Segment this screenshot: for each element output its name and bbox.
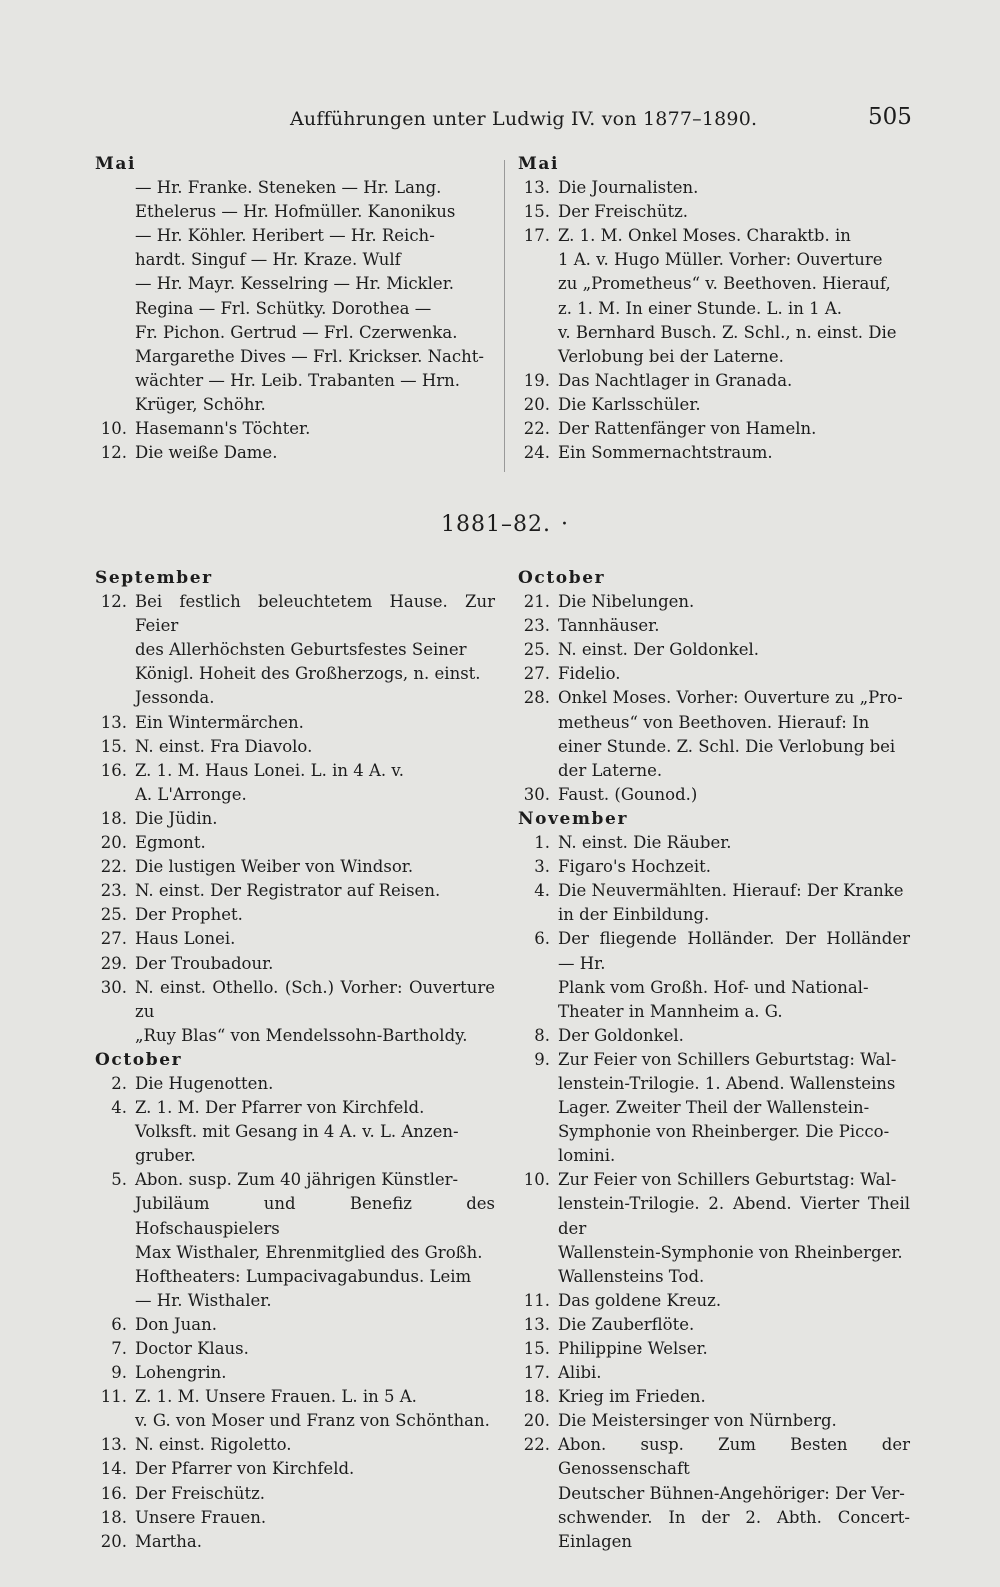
entry-text [558,369,910,393]
entry-text [135,1457,495,1481]
page-header [0,104,1000,138]
entry-line: lenstein-Trilogie. 2. Abend. Vierter Theil der [558,1194,910,1238]
entry-line: Hasemann's Töchter. [135,419,311,439]
entry-day: 20. [523,394,550,414]
entry-day: 1. [534,833,550,853]
entry-text [135,927,495,951]
entry-day: 13. [523,1314,550,1334]
entry-text [558,879,910,927]
continuation-line: — Hr. Mayr. Kesselring — Hr. Mickler. [135,274,455,294]
performance-entry [95,1385,495,1433]
entry-day: 15. [523,202,550,222]
entry-text [558,638,910,662]
entry-text [558,1048,910,1168]
entry-line: z. 1. M. In einer Stunde. L. in 1 A. [558,298,843,318]
top-right-column [518,152,910,465]
performance-entry [518,879,910,927]
entry-line: Der Freischütz. [558,202,689,222]
entry-day: 23. [523,616,550,636]
entry-line: Das Nachtlager in Granada. [558,370,793,390]
performance-entry [518,1361,910,1385]
entry-line: Die weiße Dame. [135,443,278,463]
entry-line: Figaro's Hochzeit. [558,857,711,877]
performance-entry [518,927,910,1023]
continuation-line: Fr. Pichon. Gertrud — Frl. Czerwenka. [135,322,458,342]
entry-text [558,855,910,879]
entry-text [558,224,910,369]
entry-line: Krieg im Frieden. [558,1387,706,1407]
entry-text [135,1072,495,1096]
entry-day: 4. [111,1098,127,1118]
entry-line: Die Karlsschüler. [558,394,701,414]
entry-day: 17. [523,226,550,246]
performance-entry [95,711,495,735]
entry-line: Unsere Frauen. [135,1507,267,1527]
entry-day: 12. [100,443,127,463]
entry-day: 22. [100,857,127,877]
entry-line: Zur Feier von Schillers Geburtstag: Wal- [558,1049,897,1069]
season-label: 1881–82. [441,512,551,537]
entry-line: N. einst. Die Räuber. [558,833,732,853]
entry-line: „Ruy Blas“ von Mendelssohn-Bartholdy. [135,1025,468,1045]
entry-text [135,1168,495,1313]
entry-day: 19. [523,370,550,390]
entry-day: 18. [100,1507,127,1527]
performance-entry [95,1530,495,1554]
performance-entry [95,759,495,807]
performance-entry [518,224,910,369]
performance-entry [95,1096,495,1168]
entry-line: v. G. von Moser und Franz von Schönthan. [135,1411,490,1431]
entry-day: 28. [523,688,550,708]
performance-entry [95,1313,495,1337]
entry-line: Lohengrin. [135,1363,227,1383]
performance-entry [518,393,910,417]
performance-entry [95,1433,495,1457]
performance-entry [95,590,495,710]
entry-line: Tannhäuser. [558,616,660,636]
entry-day: 24. [523,443,550,463]
entry-line: A. L'Arronge. [135,784,247,804]
entry-text [135,1433,495,1457]
entry-text [135,1096,495,1168]
entry-line: Onkel Moses. Vorher: Ouverture zu „Pro- [558,688,903,708]
performance-entry [518,417,910,441]
entry-line: Fidelio. [558,664,621,684]
entry-text [558,200,910,224]
entry-text [558,417,910,441]
entry-text [558,783,910,807]
entry-text [558,927,910,1023]
performance-entry [518,200,910,224]
entry-line: N. einst. Othello. (Sch.) Vorher: Ouverture zu [135,977,495,1021]
continuation-line: Regina — Frl. Schütky. Dorothea — [135,298,432,318]
performance-entry [95,1506,495,1530]
entry-line: Der Freischütz. [135,1483,266,1503]
entry-line: Theater in Mannheim a. G. [558,1001,783,1021]
performance-entry [518,686,910,782]
entry-day: 14. [100,1459,127,1479]
entry-text [558,1313,910,1337]
bottom-right-column [518,566,910,1554]
entry-text [135,759,495,807]
performance-entry [95,831,495,855]
performance-entry [518,1337,910,1361]
performance-entry [95,879,495,903]
entry-line: einer Stunde. Z. Schl. Die Verlobung bei [558,736,896,756]
performance-entry [95,903,495,927]
entry-line: zu „Prometheus“ v. Beethoven. Hierauf, [558,274,891,294]
entry-line: Martha. [135,1531,202,1551]
entry-line: Max Wisthaler, Ehrenmitglied des Großh. [135,1242,483,1262]
entry-text [135,879,495,903]
entry-day: 17. [523,1363,550,1383]
entry-text [135,1313,495,1337]
entry-day: 7. [111,1339,127,1358]
entry-text [558,441,910,465]
entry-day: 11. [523,1290,550,1310]
month-heading: September [95,568,213,588]
entry-day: 23. [100,881,127,901]
performance-entry [518,1289,910,1313]
performance-entry [95,927,495,951]
entry-line: Symphonie von Rheinberger. Die Picco- [558,1122,890,1142]
entry-text [135,831,495,855]
entry-day: 13. [523,178,550,198]
performance-entry [95,952,495,976]
entry-line: Abon. susp. Zum Besten der Genossenschaft [558,1435,910,1479]
performance-entry [95,1337,495,1361]
entry-line: der Laterne. [558,760,663,780]
entry-text [558,686,910,782]
entry-line: Don Juan. [135,1314,217,1334]
entry-line: — Hr. Wisthaler. [135,1290,272,1310]
entry-line: Die Neuvermählten. Hierauf: Der Kranke [558,881,904,901]
entry-line: Die Hugenotten. [135,1073,274,1093]
entry-day: 29. [100,953,127,973]
entry-line: schwender. In der 2. Abth. Concert-Einlagen [558,1507,910,1551]
entry-text [135,1385,495,1433]
month-heading: October [518,568,606,588]
entry-line: Lager. Zweiter Theil der Wallenstein- [558,1098,870,1118]
entry-text [135,711,495,735]
entry-text [135,441,495,465]
entry-line: Die Meistersinger von Nürnberg. [558,1411,837,1431]
entry-text [558,590,910,614]
entry-day: 5. [111,1170,127,1190]
performance-entry [95,1457,495,1481]
entry-line: Der Rattenfänger von Hameln. [558,419,817,439]
entry-line: v. Bernhard Busch. Z. Schl., n. einst. Die [558,322,897,342]
entry-day: 6. [111,1314,127,1334]
entry-line: lenstein-Trilogie. 1. Abend. Wallensteins [558,1073,896,1093]
entry-line: 1 A. v. Hugo Müller. Vorher: Ouverture [558,250,883,270]
entry-line: N. einst. Fra Diavolo. [135,736,313,756]
entry-text [558,614,910,638]
entry-day: 15. [100,736,127,756]
performance-entry [518,369,910,393]
performance-entry [95,807,495,831]
entry-text [558,176,910,200]
entry-line: Jessonda. [135,688,215,708]
entry-day: 10. [100,419,127,439]
entry-line: des Allerhöchsten Geburtsfestes Seiner [135,640,467,660]
entry-text [558,1337,910,1361]
performance-entry [518,1313,910,1337]
entry-line: Das goldene Kreuz. [558,1290,722,1310]
entry-text [135,1530,495,1554]
entry-line: in der Einbildung. [558,905,710,925]
performance-entry [518,1409,910,1433]
season-mark: · [560,512,569,537]
entry-line: Der Troubadour. [135,953,274,973]
performance-entry [95,855,495,879]
performance-entry [518,1433,910,1553]
month-heading: Mai [518,154,560,174]
entry-day: 9. [111,1363,127,1383]
entry-day: 16. [100,760,127,780]
entry-line: Haus Lonei. [135,929,236,949]
entry-line: Wallensteins Tod. [558,1266,705,1286]
entry-line: N. einst. Der Goldonkel. [558,640,760,660]
entry-day: 10. [523,1170,550,1190]
entry-text [558,662,910,686]
entry-day: 18. [100,808,127,828]
performance-entry [518,638,910,662]
entry-day: 6. [534,929,550,949]
performance-entry [518,855,910,879]
performance-entry [95,976,495,1048]
performance-entry [95,735,495,759]
entry-line: Alibi. [558,1363,602,1383]
continuation-line: hardt. Singuf — Hr. Kraze. Wulf [135,250,401,270]
entry-line: Zur Feier von Schillers Geburtstag: Wal- [558,1170,897,1190]
performance-entry [95,441,495,465]
entry-line: Die Jüdin. [135,808,218,828]
top-left-column [95,152,495,465]
month-heading: October [95,1049,183,1070]
performance-entry [95,1482,495,1506]
entry-text [135,1337,495,1361]
entry-day: 12. [100,592,127,612]
entry-text [558,1168,910,1288]
entry-line: Die Nibelungen. [558,592,695,612]
entry-day: 11. [100,1387,127,1407]
entry-line: Der fliegende Holländer. Der Holländer — Hr. [558,929,910,973]
entry-line: Die Zauberflöte. [558,1314,695,1334]
entry-day: 9. [534,1049,550,1069]
entry-day: 3. [534,857,550,877]
entry-text [558,1433,910,1553]
entry-text [135,807,495,831]
performance-entry [518,441,910,465]
entry-text [135,1361,495,1385]
entry-text [135,1482,495,1506]
month-heading: Mai [95,154,137,174]
performance-entry [518,614,910,638]
entry-day: 20. [100,1531,127,1551]
entry-line: Die lustigen Weiber von Windsor. [135,857,414,877]
entry-day: 27. [100,929,127,949]
entry-line: Bei festlich beleuchtetem Hause. Zur Feier [135,592,495,636]
entry-day: 13. [100,712,127,732]
entry-line: gruber. [135,1146,196,1166]
running-title: Aufführungen unter Ludwig IV. von 1877–1890. [290,108,758,130]
performance-entry [518,1024,910,1048]
entry-text [558,1361,910,1385]
page-number: 505 [868,104,912,130]
performance-entry [518,176,910,200]
entry-day: 8. [534,1025,550,1045]
entry-text [558,1024,910,1048]
column-divider [504,160,505,472]
performance-entry [95,417,495,441]
entry-day: 20. [100,833,127,853]
entry-day: 20. [523,1411,550,1431]
performance-entry [95,1168,495,1313]
entry-day: 2. [111,1073,127,1093]
entry-line: Wallenstein-Symphonie von Rheinberger. [558,1242,903,1262]
entry-line: Philippine Welser. [558,1339,708,1358]
entry-day: 16. [100,1483,127,1503]
entry-day: 30. [100,977,127,997]
continuation-line: Ethelerus — Hr. Hofmüller. Kanonikus [135,202,456,222]
entry-text [135,1506,495,1530]
entry-line: Z. 1. M. Der Pfarrer von Kirchfeld. [135,1098,425,1118]
entry-line: N. einst. Rigoletto. [135,1435,292,1455]
continuation-line: wächter — Hr. Leib. Trabanten — Hrn. [135,370,461,390]
entry-line: metheus“ von Beethoven. Hierauf: In [558,712,870,732]
performance-entry [518,1168,910,1288]
entry-line: Der Goldonkel. [558,1025,684,1045]
entry-line: Ein Wintermärchen. [135,712,304,732]
entry-text [558,1385,910,1409]
performance-entry [518,783,910,807]
entry-line: Egmont. [135,833,206,853]
entry-line: N. einst. Der Registrator auf Reisen. [135,881,441,901]
entry-line: Der Prophet. [135,905,243,925]
entry-line: Doctor Klaus. [135,1339,249,1358]
entry-day: 4. [534,881,550,901]
entry-line: lomini. [558,1146,616,1166]
entry-day: 22. [523,419,550,439]
entry-day: 25. [523,640,550,660]
entry-text [135,417,495,441]
entry-line: Königl. Hoheit des Großherzogs, n. einst. [135,664,481,684]
entry-line: Ein Sommernachtstraum. [558,443,773,463]
continuation-line: Margarethe Dives — Frl. Krickser. Nacht- [135,346,484,366]
entry-text [135,903,495,927]
entry-line: Abon. susp. Zum 40 jährigen Künstler- [135,1170,459,1190]
month-heading: November [518,808,629,829]
entry-text [135,855,495,879]
entry-day: 27. [523,664,550,684]
entry-day: 18. [523,1387,550,1407]
entry-line: Der Pfarrer von Kirchfeld. [135,1459,355,1479]
entry-day: 15. [523,1339,550,1358]
entry-day: 30. [523,784,550,804]
continuation-line: — Hr. Köhler. Heribert — Hr. Reich- [135,226,435,246]
performance-entry [95,1072,495,1096]
entry-text [135,590,495,710]
entry-line: Jubiläum und Benefiz des Hofschauspielers [135,1194,495,1238]
entry-line: Z. 1. M. Unsere Frauen. L. in 5 A. [135,1387,417,1407]
entry-text [135,952,495,976]
entry-text [135,976,495,1048]
bottom-left-column [95,566,495,1554]
entry-day: 22. [523,1435,550,1455]
performance-entry [95,1361,495,1385]
entry-text [135,735,495,759]
entry-text [558,831,910,855]
performance-entry [518,590,910,614]
entry-day: 13. [100,1435,127,1455]
continuation-line: Krüger, Schöhr. [135,394,266,414]
entry-day: 21. [523,592,550,612]
entry-line: Volksft. mit Gesang in 4 A. v. L. Anzen- [135,1122,459,1142]
continuation-line: — Hr. Franke. Steneken — Hr. Lang. [135,178,442,198]
season-heading [0,512,1000,537]
performance-entry [518,831,910,855]
entry-line: Die Journalisten. [558,178,699,198]
entry-text [558,1289,910,1313]
entry-line: Faust. (Gounod.) [558,784,698,804]
entry-line: Z. 1. M. Haus Lonei. L. in 4 A. v. [135,760,405,780]
entry-line: Deutscher Bühnen-Angehöriger: Der Ver- [558,1483,905,1503]
entry-line: Plank vom Großh. Hof- und National- [558,977,869,997]
entry-day: 25. [100,905,127,925]
entry-text [558,393,910,417]
entry-text [558,1409,910,1433]
entry-line: Z. 1. M. Onkel Moses. Charaktb. in [558,226,851,246]
performance-entry [518,662,910,686]
performance-entry [518,1048,910,1168]
entry-line: Hoftheaters: Lumpacivagabundus. Leim [135,1266,472,1286]
entry-line: Verlobung bei der Laterne. [558,346,784,366]
performance-entry [518,1385,910,1409]
